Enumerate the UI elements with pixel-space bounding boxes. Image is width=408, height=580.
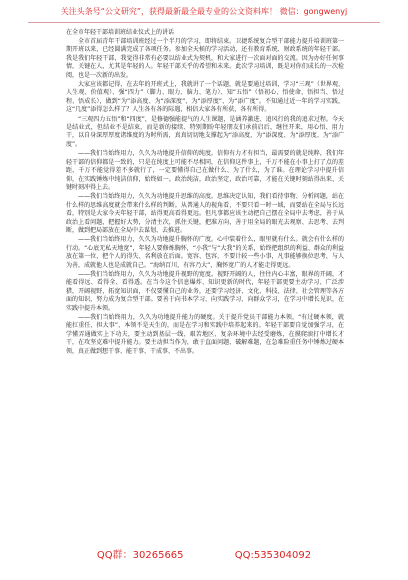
- qq-group-text: QQ群：30265665: [96, 550, 184, 561]
- document-body: [66, 28, 344, 356]
- paragraph-vision: ——我们当始终用力，久久为功地提升视野的宽度。视野开阔的人，往往内心丰富，眼界的开阔，才能看得远、看得全、看得透。在当今这个信息爆炸、知识更新的时代，年轻干部更要主动学习、广泛涉猎，开阔视野，拓宽知识面，不仅要懂自己的业务，还要学习经济、文化、科技、法律、社会管理等各方面的知识，努力成为复合型干部。要善于向书本学习、向实践学习、向群众学习，在学习中增长见识，在实践中提升本领。: [66, 270, 344, 312]
- paragraph-faith: ——我们当始终用力，久久为功地提升信仰的纯度。信仰有力才有担当，最需要的就是纯粹，我们年轻干部的信仰都是一致的，只是在纯度上可能不尽相同，在信仰这件事上，千万不能在小事上打了点的差距，千万不能觉得差不多就行了，一定要懂得自己在做什么、为了什么，为了谁。在理论学习中提升信仰，在实践锤炼中纯洁信仰，始终如一。政治纯洁，政治坚定，政治可靠，才能在关键时刻站得出来、关键时刻冲得上去。: [66, 150, 344, 191]
- paragraph-mind: ——我们当始终用力，久久为功地提升胸怀的广度。心中装着什么，眼里就有什么。就会有什么样的行动。“心底无私天地宽”，年轻人要修炼胸怀，“小我”与“大我”的关系，始终把组织的利益、群众的利益放在第一位，把个人的得失、名利放在后面。宽容、包容，不要计较一些小事，凡事能够换位思考，与人为善，成就他人也是成就自己。“海纳百川，有容乃大”，胸怀宽广的人才能走得更远。: [66, 236, 344, 269]
- banner-divider: [28, 22, 380, 23]
- qq-text: QQ:535304092: [234, 550, 312, 561]
- paragraph-recap: 大家应该都记得，在去年的开班式上，我就讲了一个话题，就是要通过培训，学习“三观”（世界观、人生观、价值观）、强“四力”（脚力、眼力、脑力、笔力）、知“五悟”（悟初心、悟使命、悟担当、悟过程、悟成长），做到“为”添高度、为“添深度”、为“添厚度”、为“添广度”。不知通过近一年的学习实践，这“几度”添得怎么样了？人生各有各的际遇，相信大家各有所获，各有所得。: [66, 81, 344, 114]
- document-title: 在全市年轻干部培训班结业仪式上的讲话: [66, 29, 175, 36]
- paragraph-ability: ——我们当始终用力，久久为功地提升能力的硬度。关于提升党员干部能力本领，“有过硬本领，就能扛重任、担大事”，本领不是天生的，而是在学习和实践中培养起来的。年轻干部要自觉加强学习，在学懂弄通做实上下功夫，要主动到基层一线、艰苦地区、复杂环境中去经受磨炼，在摸爬滚打中增长才干，在攻坚克难中提升能力。要主动担当作为，敢于直面问题、破解难题，在急难险重任务中锤炼过硬本领，真正做到想干事、能干事、干成事、不出事。: [66, 314, 344, 355]
- contact-footer: [0, 549, 408, 563]
- promo-banner: 关注头条号“公文研究”，获得最新最全最专业的公文资料库！ 微信：gongwenyj: [60, 7, 348, 16]
- paragraph-intro: 全市首届青年干部培训班经过一个半月的学习，即将结束。卫捷系统复合型干部能力提升培训班第一期开班以来，已经圆满完成了各项任务。参加全天候的学习活动，还有教育系统、财政系统的年轻干部。我是我们年轻干部，我觉得非常有必要以结业式为契机，和大家进行一次面对面的交流。因为办好任何事情，关键在人，尤其是年轻的人。年轻干部关乎的希望和未来。此次学习培训，既是对你们成长的一次检阅，也是一次新的出发。: [66, 38, 344, 79]
- paragraph-thinking: ——我们当始终用力，久久为功地提升思维的高度。思维决定认知，我们看待事物、分析问题，站在什么样的思维高度就会带来什么样的判断。从普通人的视角看，不要只看一时一域，而要站在全局与长远看，特别是大家今天年轻干部，站得更高看得更远。但凡事都应该主动把自己摆在全局中去考虑，善于从政治上看问题，把握好大势，分清主次，抓住关键，把准方向，善于用全局的眼光去观察、去思考、去判断，做到把局部放在全局中去谋划、去推进。: [66, 193, 344, 234]
- paragraph-theme: “三观四力五悟”和“四度”，是修德强能提气的人生课题，是涵养激进、追风行的我的追求过程。今天是结业式，但结业不是结束，而是新的接续、特别期盼年轻朋友们承前启后，继往开来，用心悟、用力干，以自身深厚厚度诸维度的为时所需，真真切切地支撑起为“添高度、为“添深度、为“添厚度、为“添广度”。: [66, 115, 344, 148]
